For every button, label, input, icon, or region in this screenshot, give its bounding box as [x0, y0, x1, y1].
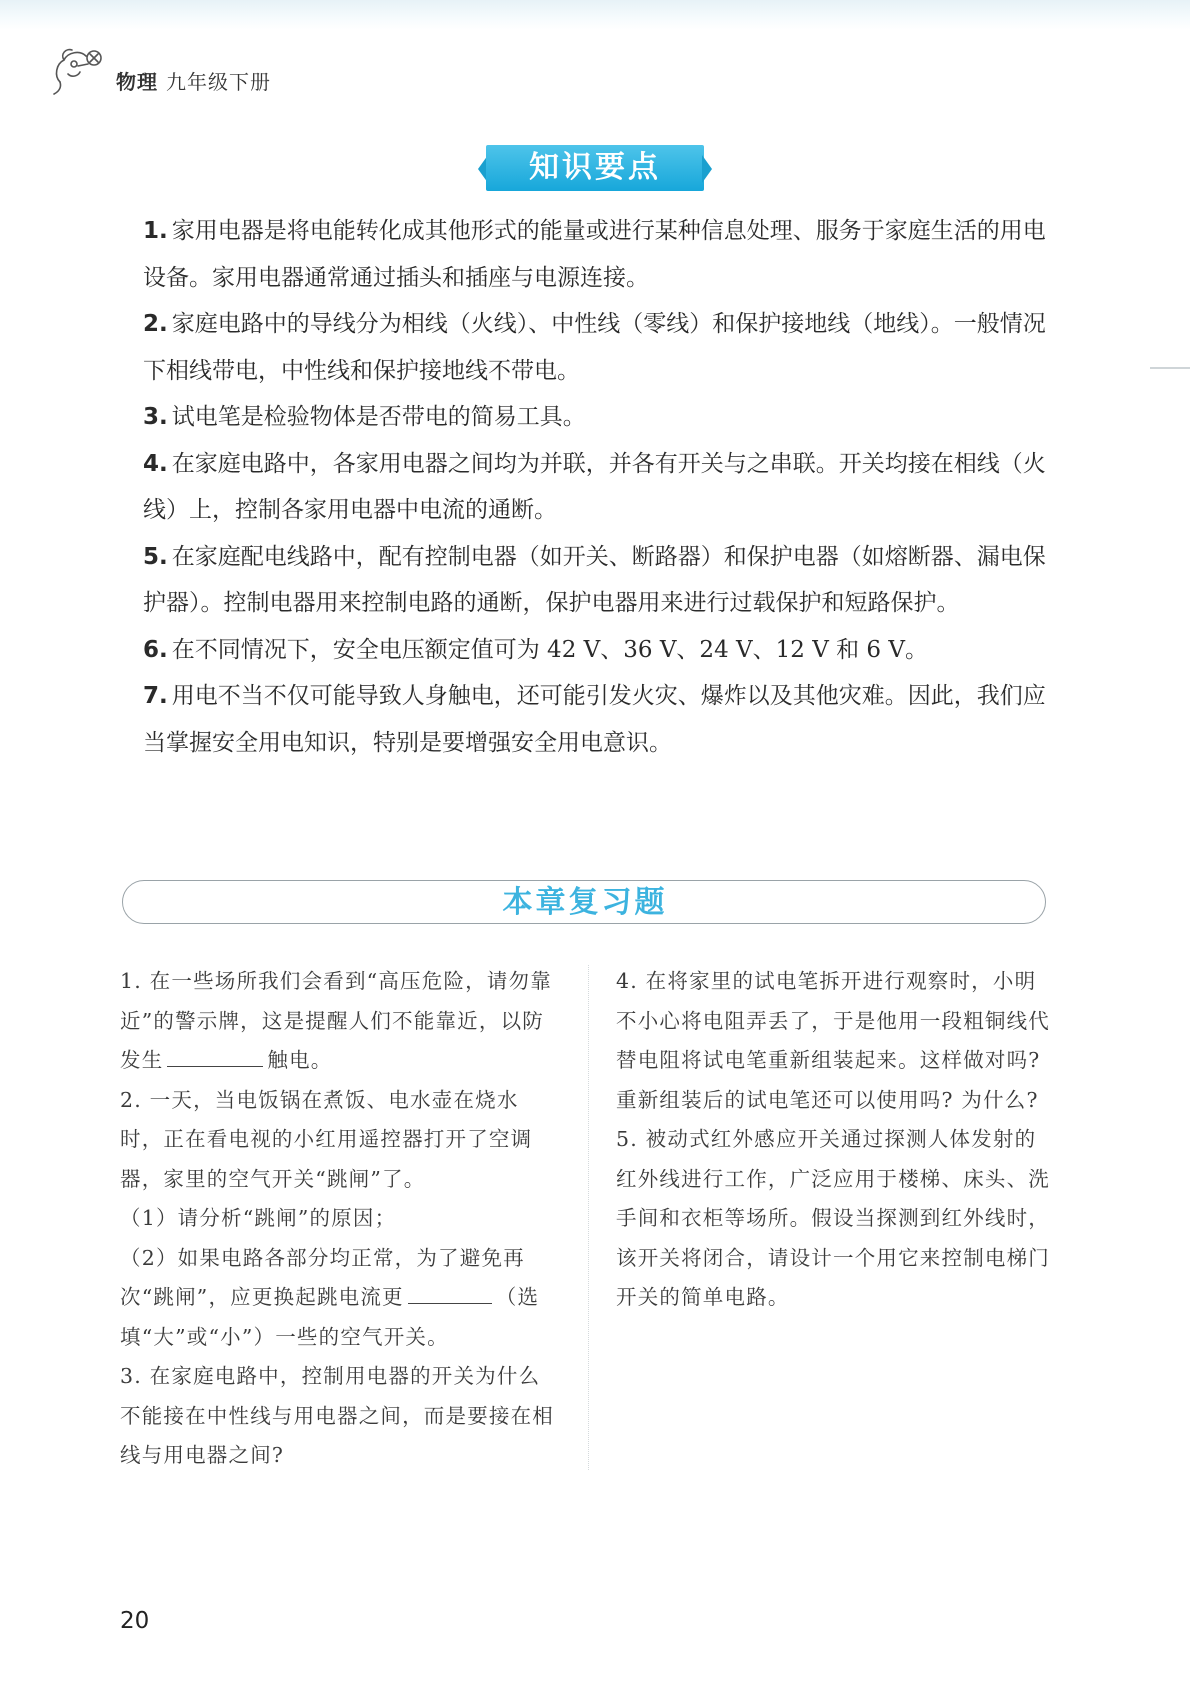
question-4: 4. 在将家里的试电笔拆开进行观察时，小明不小心将电阻弄丢了，于是他用一段粗铜线代替电阻将试电笔重新组装起来。这样做对吗? 重新组装后的试电笔还可以使用吗? 为什么? [616, 969, 1050, 1112]
column-divider [588, 965, 589, 1470]
top-gradient-band [0, 0, 1190, 30]
subject-label: 物理 [116, 70, 158, 94]
question-2: 2. 一天，当电饭锅在煮饭、电水壶在烧水时，正在看电视的小红用遥控器打开了空调器，家里的空气开关“跳闸”了。 [120, 1087, 533, 1191]
page-number: 20 [120, 1608, 150, 1634]
knowledge-item: 3. 试电笔是检验物体是否带电的简易工具。 [143, 404, 586, 430]
question-2-part-1: （1）请分析“跳闸”的原因； [120, 1206, 397, 1230]
knowledge-item: 6. 在不同情况下，安全电压额定值可为 42 V、36 V、24 V、12 V 和 6 V。 [143, 636, 928, 663]
review-column-right [616, 962, 1056, 1318]
page-header [50, 42, 450, 102]
margin-tick [1150, 367, 1190, 369]
knowledge-item: 4. 在家庭电路中，各家用电器之间均为并联，并各有开关与之串联。开关均接在相线（火线）上，控制各家用电器中电流的通断。 [143, 450, 1046, 523]
knowledge-item: 7. 用电不当不仅可能导致人身触电，还可能引发火灾、爆炸以及其他灾难。因此，我们应当掌握安全用电知识，特别是要增强安全用电意识。 [143, 683, 1046, 756]
knowledge-item: 5. 在家庭配电线路中，配有控制电器（如开关、断路器）和保护电器（如熔断器、漏电保护器）。控制电器用来控制电路的通断，保护电器用来进行过载保护和短路保护。 [143, 543, 1046, 616]
question-5: 5. 被动式红外感应开关通过探测人体发射的红外线进行工作，广泛应用于楼梯、床头、洗手间和衣柜等场所。假设当探测到红外线时，该开关将闭合，请设计一个用它来控制电梯门开关的简单电路。 [616, 1127, 1050, 1309]
question-2-part-2: （2）如果电路各部分均正常，为了避免再次“跳闸”，应更换起跳电流更 （选填“大”或“小”）一些的空气开关。 [120, 1245, 540, 1349]
book-title [116, 66, 271, 95]
question-1: 1. 在一些场所我们会看到“高压危险，请勿靠近”的警示牌，这是提醒人们不能靠近，以防发生 触电。 [120, 969, 552, 1072]
knowledge-item: 2. 家庭电路中的导线分为相线（火线）、中性线（零线）和保护接地线（地线）。一般情况下相线带电，中性线和保护接地线不带电。 [143, 311, 1046, 384]
knowledge-banner [478, 145, 712, 193]
answer-blank [167, 1065, 263, 1067]
knowledge-title: 知识要点 [529, 150, 661, 185]
answer-blank [408, 1302, 492, 1304]
knowledge-item: 1. 家用电器是将电能转化成其他形式的能量或进行某种信息处理、服务于家庭生活的用电设备。家用电器通常通过插头和插座与电源连接。 [143, 218, 1046, 291]
question-3: 3. 在家庭电路中，控制用电器的开关为什么不能接在中性线与用电器之间，而是要接在相线与用电器之间? [120, 1364, 554, 1467]
review-banner [122, 880, 1048, 926]
knowledge-points [143, 208, 1051, 766]
review-column-left [120, 962, 560, 1476]
grade-label: 九年级下册 [166, 70, 271, 94]
review-title: 本章复习题 [502, 885, 668, 920]
scientist-head-icon [50, 42, 110, 98]
